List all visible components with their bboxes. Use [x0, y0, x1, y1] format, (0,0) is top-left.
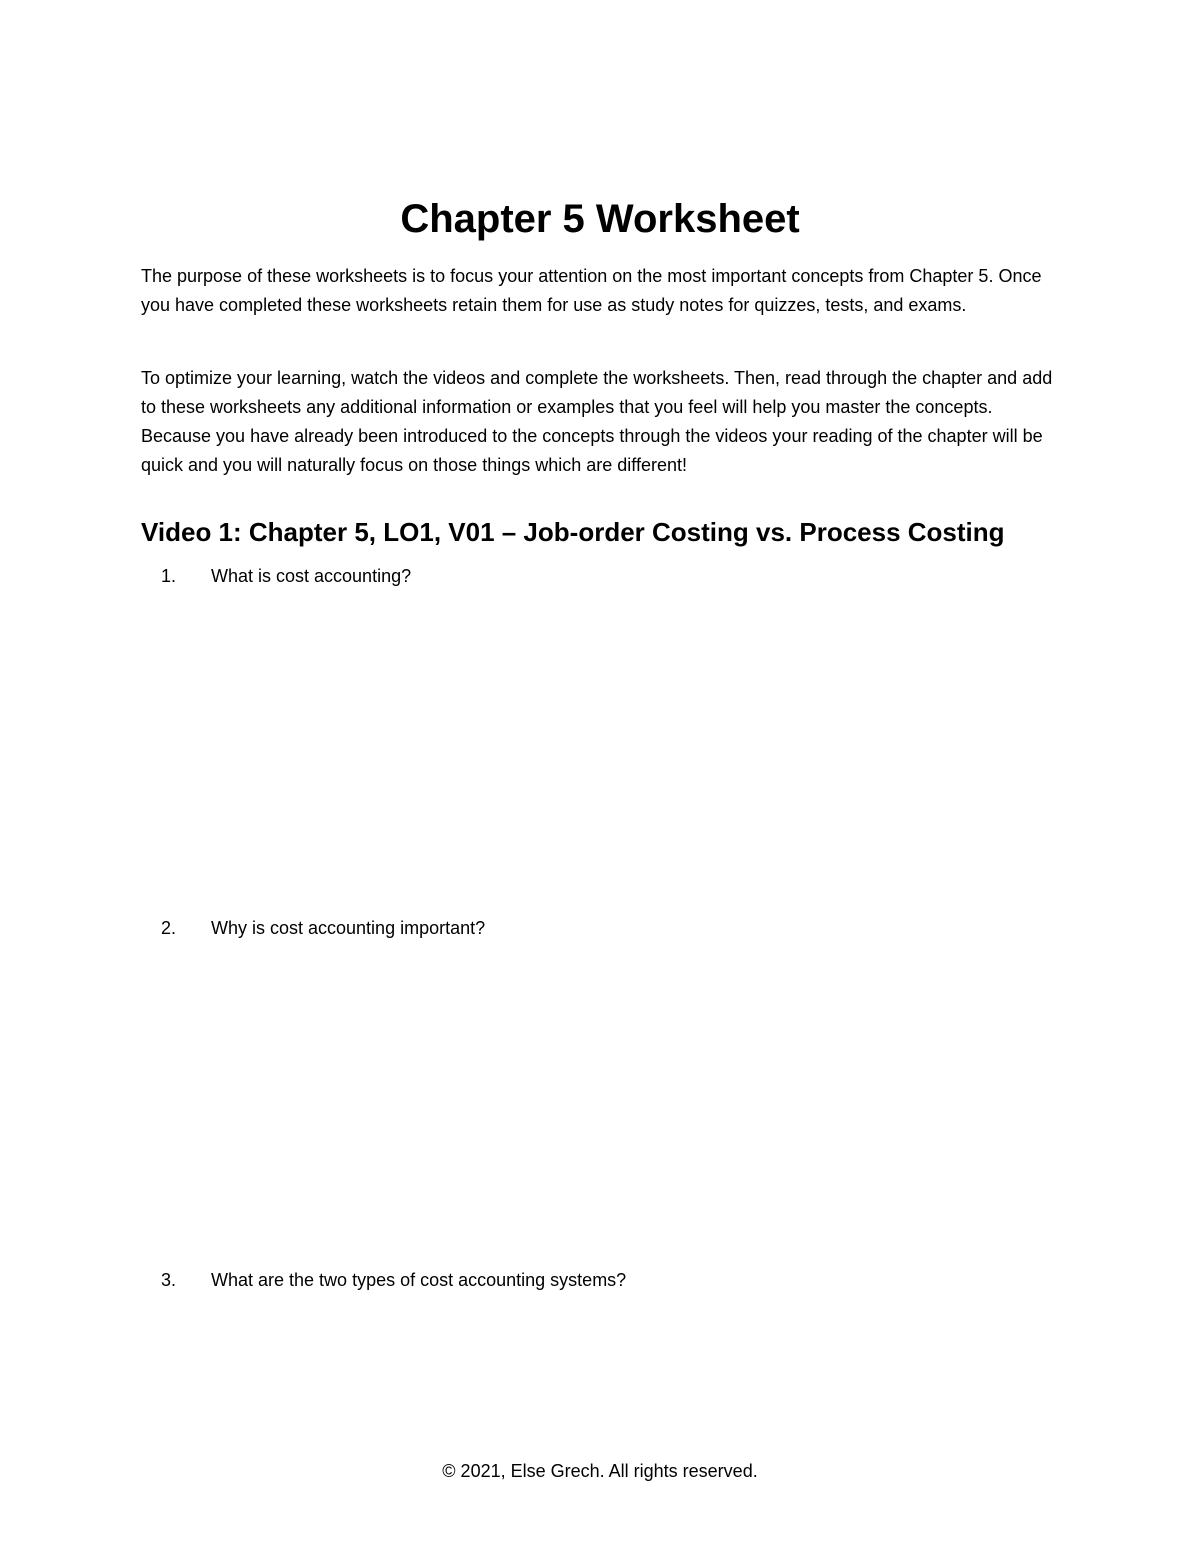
question-item — [141, 915, 1041, 941]
question-text: What are the two types of cost accounting systems? — [211, 1270, 627, 1290]
question-text: What is cost accounting? — [211, 566, 412, 586]
question-text: Why is cost accounting important? — [211, 918, 486, 938]
copyright-footer: © 2021, Else Grech. All rights reserved. — [442, 1461, 758, 1481]
page-title: Chapter 5 Worksheet — [400, 197, 800, 241]
question-number: 2. — [160, 918, 176, 938]
question-item — [141, 563, 1041, 589]
section-heading-video-1: Video 1: Chapter 5, LO1, V01 – Job-order Costing vs. Process Costing — [141, 517, 1005, 547]
intro-paragraph-purpose: The purpose of these worksheets is to focus your attention on the most important concepts from Chapter 5. Once you have completed these worksheets retain them for use as study notes for quizzes, tests, and exams. — [141, 266, 1042, 315]
question-number: 3. — [160, 1270, 176, 1290]
question-number: 1. — [160, 566, 176, 586]
question-item — [141, 1267, 1041, 1293]
intro-paragraph-optimize: To optimize your learning, watch the videos and complete the worksheets. Then, read through the chapter and add to these worksheets any additional information or examples that you feel will help you master the concepts. Because you have already been introduced to the concepts through the videos your reading of the chapter will be quick and you will naturally focus on those things which are different! — [141, 368, 1053, 475]
